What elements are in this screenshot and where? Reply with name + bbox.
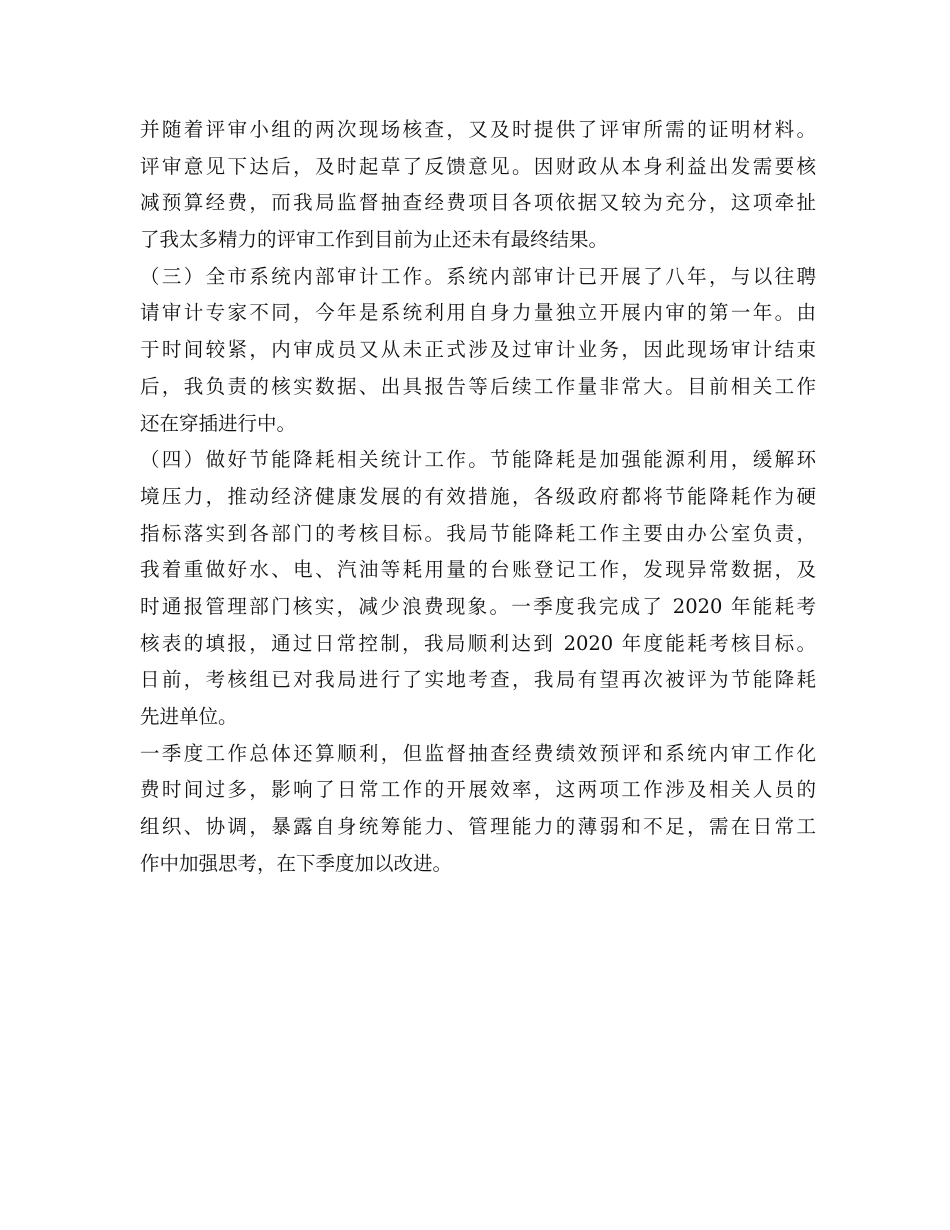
text-line: 指标落实到各部门的考核目标。我局节能降耗工作主要由办公室负责， [140,521,816,545]
text-line: 评审意见下达后，及时起草了反馈意见。因财政从本身利益出发需要核 [140,154,816,178]
section-heading-line: （四）做好节能降耗相关统计工作。节能降耗是加强能源利用，缓解环 [140,448,816,472]
text-line: 核表的填报，通过日常控制，我局顺利达到 2020 年度能耗考核目标。 [140,631,816,655]
text-line: 了我太多精力的评审工作到目前为止还未有最终结果。 [140,228,609,252]
text-line: 还在穿插进行中。 [140,411,297,435]
section-heading-line: （三）全市系统内部审计工作。系统内部审计已开展了八年，与以往聘 [140,264,816,288]
document-body [140,112,816,882]
text-line: 先进单位。 [140,705,238,728]
text-line: 作中加强思考，在下季度加以改进。 [140,851,453,875]
text-line: 境压力，推动经济健康发展的有效措施，各级政府都将节能降耗作为硬 [140,484,816,508]
text-line: 请审计专家不同，今年是系统利用自身力量独立开展内审的第一年。由 [140,301,816,325]
text-line: 组织、协调，暴露自身统筹能力、管理能力的薄弱和不足，需在日常工 [140,815,816,839]
text-line: 并随着评审小组的两次现场核查，又及时提供了评审所需的证明材料。 [140,118,816,141]
text-line: 日前，考核组已对我局进行了实地考查，我局有望再次被评为节能降耗 [140,668,816,692]
text-line: 后，我负责的核实数据、出具报告等后续工作量非常大。目前相关工作 [140,374,816,398]
text-line: 一季度工作总体还算顺利，但监督抽查经费绩效预评和系统内审工作化 [140,741,816,765]
text-line: 我着重做好水、电、汽油等耗用量的台账登记工作，发现异常数据，及 [140,558,816,582]
text-line: 于时间较紧，内审成员又从未正式涉及过审计业务，因此现场审计结束 [140,338,816,362]
text-line: 费时间过多，影响了日常工作的开展效率，这两项工作涉及相关人员的 [140,778,816,802]
text-line: 时通报管理部门核实，减少浪费现象。一季度我完成了 2020 年能耗考 [140,594,816,618]
text-line: 减预算经费，而我局监督抽查经费项目各项依据又较为充分，这项牵扯 [140,191,816,215]
